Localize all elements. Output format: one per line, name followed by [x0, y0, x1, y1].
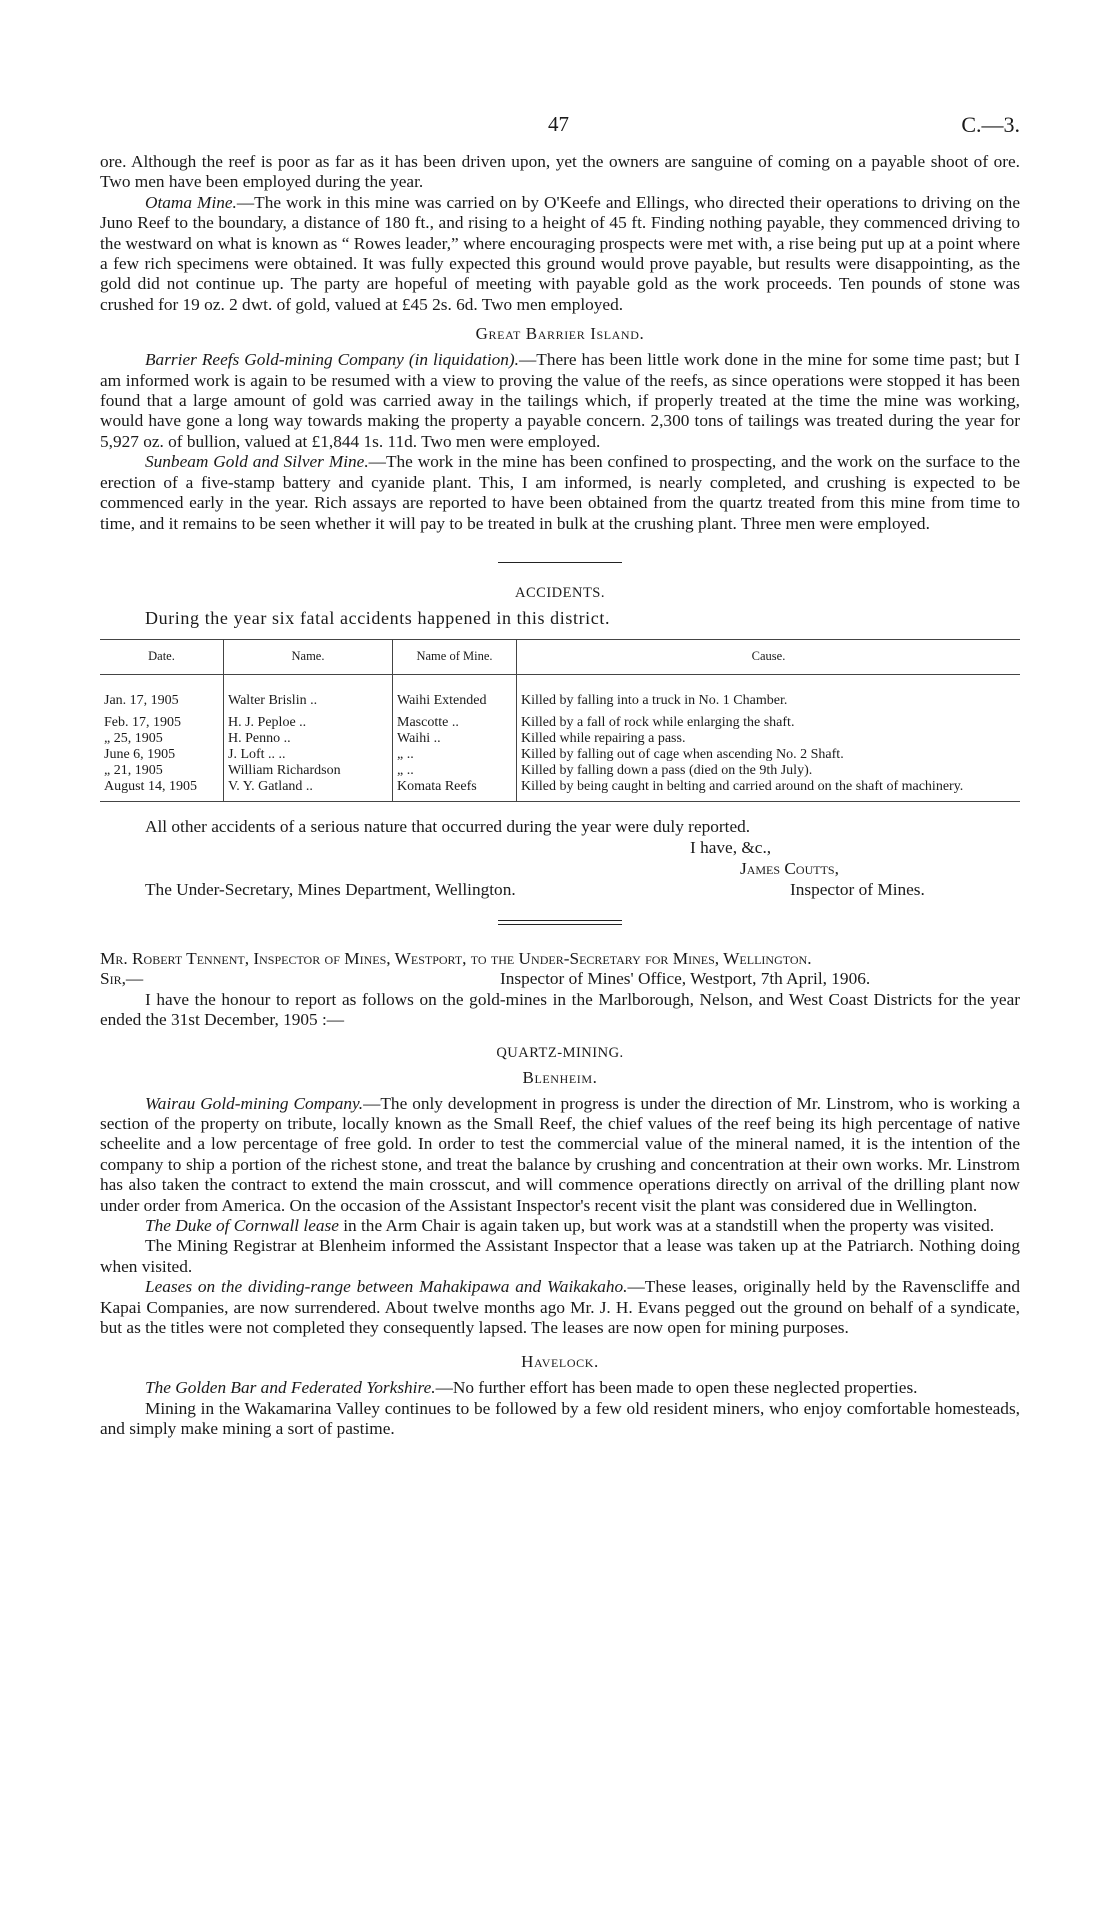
sunbeam-title: Sunbeam Gold and Silver Mine.: [145, 452, 369, 472]
paragraph-duke-of-cornwall: [100, 1216, 1020, 1236]
cell-date: August 14, 1905: [100, 779, 224, 802]
paragraph-ore: ore. Although the reef is poor as far as it has been driven upon, yet the owners are sanguine of coming on a payable shoot of ore. Two men have been employed during the year.: [100, 152, 1020, 192]
table-row: [100, 747, 1020, 763]
accidents-table: [100, 639, 1020, 802]
golden-bar-title: The Golden Bar and Federated Yorkshire.: [145, 1378, 436, 1398]
cell-date: „ 25, 1905: [104, 730, 163, 746]
paragraph-golden-bar: [100, 1378, 1020, 1398]
golden-bar-text: —No further effort has been made to open these neglected properties.: [435, 1378, 918, 1398]
heading-havelock: Havelock.: [521, 1352, 599, 1372]
addressee: The Under-Secretary, Mines Department, Wellington.: [145, 879, 516, 899]
cell-date: June 6, 1905: [104, 746, 176, 762]
cell-mine: „ ..: [393, 763, 517, 779]
cell-name: V. Y. Gatland ..: [224, 779, 393, 802]
cell-mine: „ ..: [393, 747, 517, 763]
letter-office-line: Inspector of Mines' Office, Westport, 7th April, 1906.: [500, 969, 871, 989]
cell-date: „ 21, 1905: [104, 762, 163, 778]
cell-name: H. Penno ..: [224, 731, 393, 747]
signatory-name: James Coutts,: [740, 858, 839, 878]
barrier-reefs-text: —There has been little work done in the mine for some time past; but I am informed work is again to be resumed with a view to proving the value of the reefs, as since operations were stopped it has been found that a large amount of gold was carried away in the tailings which, if properly treated at the time the mine was working, would have gone a long way towards making the property a payable concern. 2,300 tons of tailings was treated during the year for 5,927 oz. of bullion, valued at £1,844 1s. 11d. Two men were employed.: [100, 350, 1020, 451]
letter-opening: I have the honour to report as follows on the gold-mines in the Marlborough, Nelson, and West Coast Districts for the year ended the 31st December, 1905 :—: [100, 989, 1020, 1030]
document-reference: C.—3.: [961, 112, 1020, 137]
cell-name: Walter Brislin ..: [224, 674, 393, 709]
paragraph-leases: [100, 1277, 1020, 1338]
sunbeam-text: —The work in the mine has been confined to prospecting, and the work on the surface to the erection of a five-stamp battery and cyanide plant. This, I am informed, is nearly completed, and crushing is expected to be commenced early in the year. Rich assays are reported to have been obtained from the quartz treated from this mine from time to time, and it remains to be seen whether it will pay to be treated in bulk at the crushing plant. Three men were employed.: [100, 452, 1020, 533]
table-row: [100, 763, 1020, 779]
accidents-closing: All other accidents of a serious nature that occurred during the year were duly reported.: [145, 816, 751, 836]
table-row: [100, 731, 1020, 747]
barrier-reefs-title: Barrier Reefs Gold-mining Company (in liquidation).: [145, 350, 519, 370]
cell-cause: Killed while repairing a pass.: [517, 731, 1021, 747]
heading-accidents: ACCIDENTS.: [515, 584, 605, 601]
cell-name: J. Loft .. ..: [224, 747, 393, 763]
cell-name: William Richardson: [224, 763, 393, 779]
table-row: [100, 779, 1020, 802]
page-number: 47: [548, 112, 569, 136]
cell-cause: Killed by falling out of cage when ascending No. 2 Shaft.: [517, 747, 1021, 763]
column-header-mine: Name of Mine.: [393, 639, 517, 674]
table-row: [100, 674, 1020, 709]
column-header-cause: Cause.: [517, 639, 1021, 674]
accidents-closing-block: [100, 816, 1020, 900]
paragraph-registrar: The Mining Registrar at Blenheim informed the Assistant Inspector that a lease was taken up at the Patriarch. Nothing doing when visited.: [100, 1236, 1020, 1276]
double-rule-divider: [498, 920, 622, 925]
accidents-table-header: [100, 639, 1020, 674]
paragraph-wakamarina: Mining in the Wakamarina Valley continues to be followed by a few old resident miners, who enjoy comfortable homesteads, and simply make mining a sort of pastime.: [100, 1398, 1020, 1439]
cell-cause: Killed by a fall of rock while enlarging the shaft.: [517, 715, 1021, 731]
paragraph-wairau: [100, 1094, 1020, 1216]
letter-from-line: Mr. Robert Tennent, Inspector of Mines, Westport, to the Under-Secretary for Mines, Wellington.: [100, 948, 812, 968]
paragraph-otama-mine: [100, 193, 1020, 315]
cell-cause: Killed by falling into a truck in No. 1 Chamber.: [517, 674, 1021, 709]
column-header-name: Name.: [224, 639, 393, 674]
leases-text: —These leases, originally held by the Ravenscliffe and Kapai Companies, are now surrendered. About twelve months ago Mr. J. H. Evans pegged out the ground on behalf of a syndicate, but as the titles were not completed they consequently lapsed. The leases are now open for mining purposes.: [100, 1277, 1020, 1337]
cell-cause: Killed by being caught in belting and carried around on the shaft of machinery.: [517, 779, 1021, 802]
cell-mine: Waihi Extended: [393, 674, 517, 709]
heading-great-barrier-island: Great Barrier Island.: [475, 324, 645, 344]
page-header: [100, 112, 1020, 152]
paragraph-sunbeam: [100, 452, 1020, 534]
signatory-title: Inspector of Mines.: [790, 879, 925, 899]
cell-name: H. J. Peploe ..: [224, 715, 393, 731]
wairau-text: —The only development in progress is under the direction of Mr. Linstrom, who is working a section of the property on tribute, locally known as the Small Reef, the chief values of the reef being its high percentage of native scheelite and a low percentage of free gold. In order to test the commercial value of the mineral named, it is the intention of the company to ship a portion of the richest stone, and treat the balance by crushing and concentration at their own works. Mr. Linstrom has also taken the contract to extend the main crosscut, and will commence operations directly on arrival of the drilling plant now under order from America. On the occasion of the Assistant Inspector's recent visit the plant was considered due in Wellington.: [100, 1093, 1020, 1215]
cell-cause: Killed by falling down a pass (died on the 9th July).: [517, 763, 1021, 779]
leases-title: Leases on the dividing-range between Mahakipawa and Waikakaho.: [145, 1277, 628, 1297]
cell-mine: Waihi ..: [393, 731, 517, 747]
duke-title: The Duke of Cornwall lease: [145, 1215, 339, 1235]
otama-mine-text: —The work in this mine was carried on by O'Keefe and Ellings, who directed their operations to driving on the Juno Reef to the boundary, a distance of 180 ft., and rising to a height of 45 ft. Finding nothing payable, they commenced driving to the westward on what is known as “ Rowes leader,” where encouraging prospects were met with, a rise being put up at a point where a few rich specimens were obtained. It was fully expected this ground would prove payable, but results were disappointing, as the gold did not continue up. The party are hopeful of meeting with payable gold as the work proceeds. Ten pounds of stone was crushed for 19 oz. 2 dwt. of gold, valued at £45 2s. 6d. Two men employed.: [100, 192, 1020, 314]
closing-i-have: I have, &c.,: [690, 837, 772, 857]
table-row: [100, 715, 1020, 731]
cell-date: Feb. 17, 1905: [104, 714, 181, 730]
document-page: [100, 112, 1020, 1440]
paragraph-barrier-reefs: [100, 350, 1020, 452]
cell-mine: Mascotte ..: [393, 715, 517, 731]
heading-quartz-mining: QUARTZ-MINING.: [496, 1044, 624, 1061]
wairau-title: Wairau Gold-mining Company.: [145, 1093, 364, 1113]
accidents-intro: During the year six fatal accidents happened in this district.: [145, 607, 611, 628]
cell-date: Jan. 17, 1905: [104, 692, 179, 708]
section-divider: [498, 562, 622, 563]
otama-mine-title: Otama Mine.: [145, 192, 237, 212]
duke-text: in the Arm Chair is again taken up, but work was at a standstill when the property was visited.: [338, 1215, 995, 1235]
heading-blenheim: Blenheim.: [522, 1067, 598, 1087]
column-header-date: Date.: [100, 639, 224, 674]
letter-salutation: Sir,—: [100, 969, 144, 989]
letter-header: [100, 949, 1020, 990]
cell-mine: Komata Reefs: [393, 779, 517, 802]
